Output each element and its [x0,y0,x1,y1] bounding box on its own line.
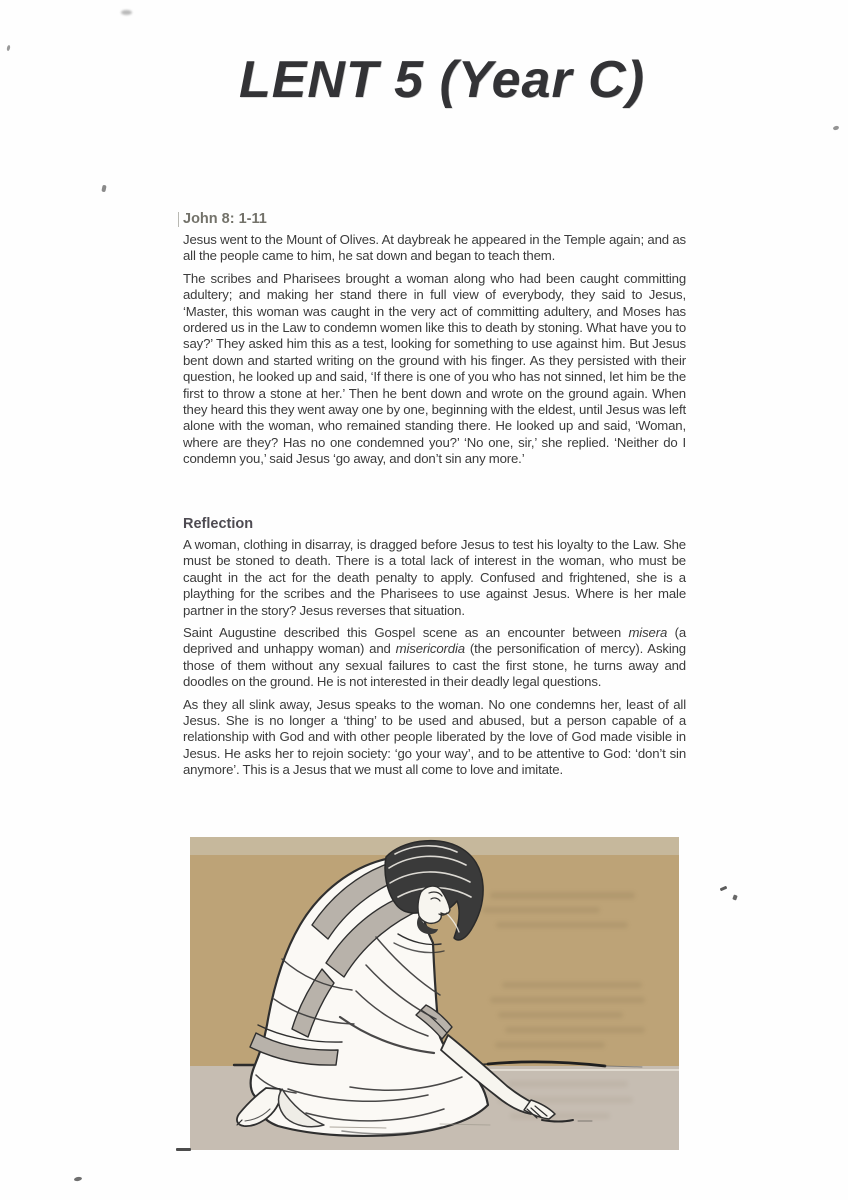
scan-speck [121,10,132,15]
gospel-section [183,211,686,474]
jesus-writing-illustration [190,837,679,1150]
scan-speck [74,1176,83,1181]
reflection-paragraph: A woman, clothing in disarray, is dragged before Jesus to test his loyalty to the Law. She must be stoned to death. There is a total lack of interest in the woman, who must be caught in the act for the death penalty to apply. Confused and frightened, she is a plaything for the scribes and the Pharisees to use against Jesus. Where is her male partner in the story? Jesus reverses that situation. [183,537,686,618]
scan-speck [732,894,737,900]
gospel-reference-heading: John 8: 1-11 [183,211,686,228]
scan-speck [101,185,106,193]
scan-speck [833,125,840,131]
scan-speck [720,886,728,892]
scan-speck [176,1148,191,1151]
gospel-paragraph: The scribes and Pharisees brought a woman along who had been caught committing adultery; and making her stand there in full view of everybody, they said to Jesus, ‘Master, this woman was caught in the very act of committing adultery, and Moses has ordered us in the Law to condemn women like this to death by stoning. What have you to say?’ They asked him this as a test, looking for something to use against him. But Jesus bent down and started writing on the ground with his finger. As they persisted with their question, he looked up and said, ‘If there is one of you who has not sinned, let him be the first to throw a stone at her.’ Then he bent down and wrote on the ground again. When they heard this they went away one by one, beginning with the eldest, until Jesus was left alone with the woman, who remained standing there. He looked up and said, ‘Woman, where are they? Has no one condemned you?’ ‘No one, sir,’ she replied. ‘Neither do I condemn you,’ said Jesus ‘go away, and don’t sin any more.’ [183,270,686,467]
gospel-paragraph: Jesus went to the Mount of Olives. At daybreak he appeared in the Temple again; and as all the people came to him, he sat down and began to teach them. [183,232,686,264]
reflection-section [183,516,686,785]
reflection-paragraph: As they all slink away, Jesus speaks to the woman. No one condemns her, least of all Jesus. She is no longer a ‘thing’ to be used and abused, but a person capable of a relationship with God and with other people liberated by the love of God made visible in Jesus. He asks her to rejoin society: ‘go your way’, and to be attentive to God: ‘don’t sin anymore’. This is a Jesus that we must all come to love and imitate. [183,696,686,778]
reflection-heading: Reflection [183,516,254,532]
reflection-paragraph: Saint Augustine described this Gospel scene as an encounter between misera (a deprived and unhappy woman) and misericordia (the personification of mercy). Asking those of them without any sexual failures to cast the first stone, he turns away and doodles on the ground. He is not interested in their deadly legal questions. [183,625,687,690]
illustration-canvas [190,837,679,1150]
page-title: LENT 5 (Year C) [238,51,646,109]
